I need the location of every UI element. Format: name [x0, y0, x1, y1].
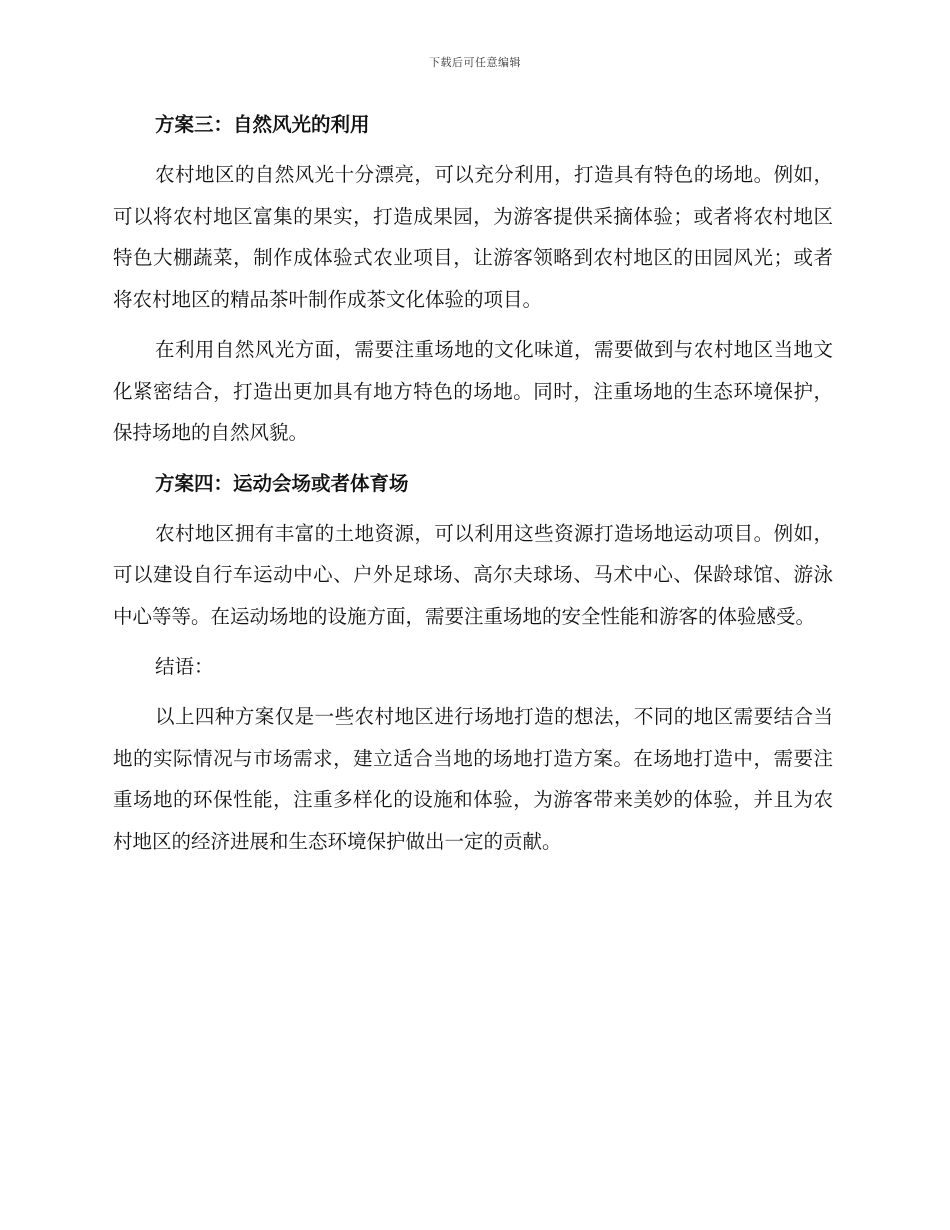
paragraph: 在利用自然风光方面，需要注重场地的文化味道，需要做到与农村地区当地文化紧密结合，打造出更加具有地方特色的场地。同时，注重场地的生态环境保护，保持场地的自然风貌。: [113, 338, 833, 444]
paragraph: 农村地区的自然风光十分漂亮，可以充分利用，打造具有特色的场地。例如，可以将农村地区富集的果实，打造成果园，为游客提供采摘体验；或者将农村地区特色大棚蔬菜，制作成体验式农业项目，让游客领略到农村地区的田园风光；或者将农村地区的精品茶叶制作成茶文化体验的项目。: [113, 163, 833, 311]
conclusion-label: 结语：: [155, 655, 214, 678]
section-heading-scheme-4: 方案四：运动会场或者体育场: [155, 471, 409, 495]
document-body: [113, 104, 833, 871]
section-heading-scheme-3: 方案三：自然风光的利用: [155, 113, 370, 136]
header-note: 下载后可任意编辑: [429, 56, 521, 69]
conclusion-paragraph: 以上四种方案仅是一些农村地区进行场地打造的想法，不同的地区需要结合当地的实际情况与市场需求，建立适合当地的场地打造方案。在场地打造中，需要注重场地的环保性能，注重多样化的设施和体验，为游客带来美妙的体验，并且为农村地区的经济进展和生态环境保护做出一定的贡献。: [113, 705, 833, 853]
paragraph: 农村地区拥有丰富的土地资源，可以利用这些资源打造场地运动项目。例如，可以建设自行车运动中心、户外足球场、高尔夫球场、马术中心、保龄球馆、游泳中心等等。在运动场地的设施方面，需要注重场地的安全性能和游客的体验感受。: [113, 521, 833, 628]
